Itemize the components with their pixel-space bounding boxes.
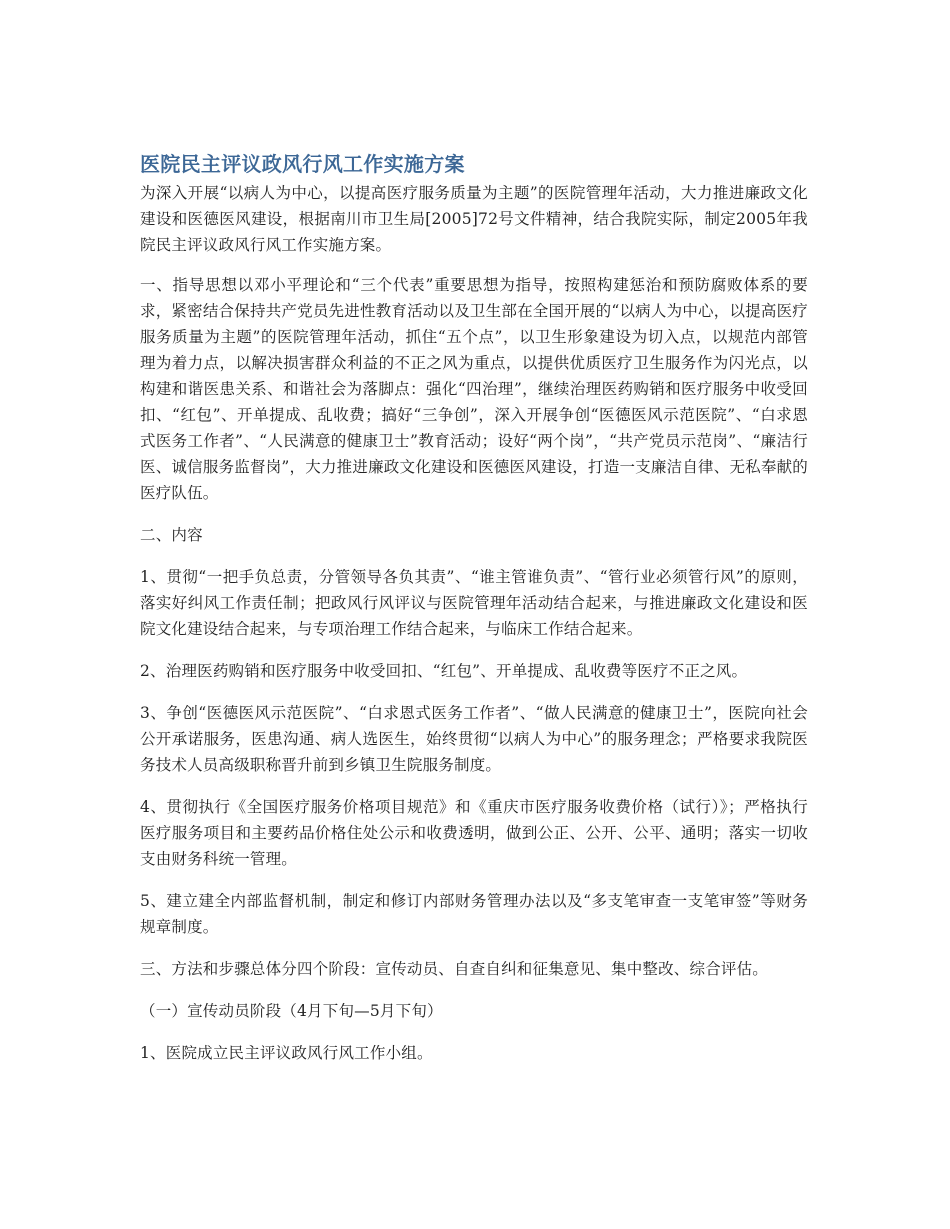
subsection-heading-mobilization: （一）宣传动员阶段（4月下旬—5月下旬） — [140, 1002, 443, 1020]
paragraph-guiding-ideology: 一、指导思想以邓小平理论和“三个代表”重要思想为指导，按照构建惩治和预防腐败体系的要求，紧密结合保持共产党员先进性教育活动以及卫生部在全国开展的“以病人为中心，以提高医疗服务质量为主题”的医院管理年活动，抓住“五个点”，以卫生形象建设为切入点，以规范内部管理为着力点，以解决损害群众利益的不正之风为重点，以提供优质医疗卫生服务作为闪光点，以构建和谐医患关系、和谐社会为落脚点：强化“四治理”，继续治理医药购销和医疗服务中收受回扣、“红包”、开单提成、乱收费；搞好“三争创”，深入开展争创“医德医风示范医院”、“白求恩式医务工作者”、“人民满意的健康卫士”教育活动；设好“两个岗”，“共产党员示范岗”、“廉洁行医、诚信服务监督岗”，大力推进廉政文化建设和医德医风建设，打造一支廉洁自律、无私奉献的医疗队伍。 — [140, 276, 808, 502]
paragraph-mobilization-item-1: 1、医院成立民主评议政风行风工作小组。 — [140, 1044, 433, 1062]
paragraph-item-3: 3、争创“医德医风示范医院”、“白求恩式医务工作者”、“做人民满意的健康卫士”，医院向社会公开承诺服务，医患沟通、病人选医生，始终贯彻“以病人为中心”的服务理念；严格要求我院医务技术人员高级职称晋升前到乡镇卫生院服务制度。 — [140, 704, 808, 774]
section-heading-content: 二、内容 — [140, 526, 203, 544]
paragraph-item-1: 1、贯彻“一把手负总责，分管领导各负其责”、“谁主管谁负责”、“管行业必须管行风”的原则，落实好纠风工作责任制；把政风行风评议与医院管理年活动结合起来，与推进廉政文化建设和医院文化建设结合起来，与专项治理工作结合起来，与临床工作结合起来。 — [140, 568, 808, 638]
paragraph-item-2: 2、治理医药购销和医疗服务中收受回扣、“红包”、开单提成、乱收费等医疗不正之风。 — [140, 662, 748, 680]
paragraph-intro: 为深入开展“以病人为中心，以提高医疗服务质量为主题”的医院管理年活动，大力推进廉政文化建设和医德医风建设，根据南川市卫生局[2005]72号文件精神，结合我院实际，制定2005年我院民主评议政风行风工作实施方案。 — [140, 184, 808, 254]
document-title: 医院民主评议政风行风工作实施方案 — [140, 152, 465, 176]
paragraph-item-4: 4、贯彻执行《全国医疗服务价格项目规范》和《重庆市医疗服务收费价格（试行）》；严格执行医疗服务项目和主要药品价格住处公示和收费透明，做到公正、公开、公平、通明；落实一切收支由财务科统一管理。 — [140, 798, 808, 868]
paragraph-methods-steps: 三、方法和步骤总体分四个阶段：宣传动员、自查自纠和征集意见、集中整改、综合评估。 — [140, 960, 769, 978]
document-page — [140, 150, 808, 1082]
paragraph-item-5: 5、建立建全内部监督机制，制定和修订内部财务管理办法以及“多支笔审查一支笔审签”等财务规章制度。 — [140, 892, 808, 936]
